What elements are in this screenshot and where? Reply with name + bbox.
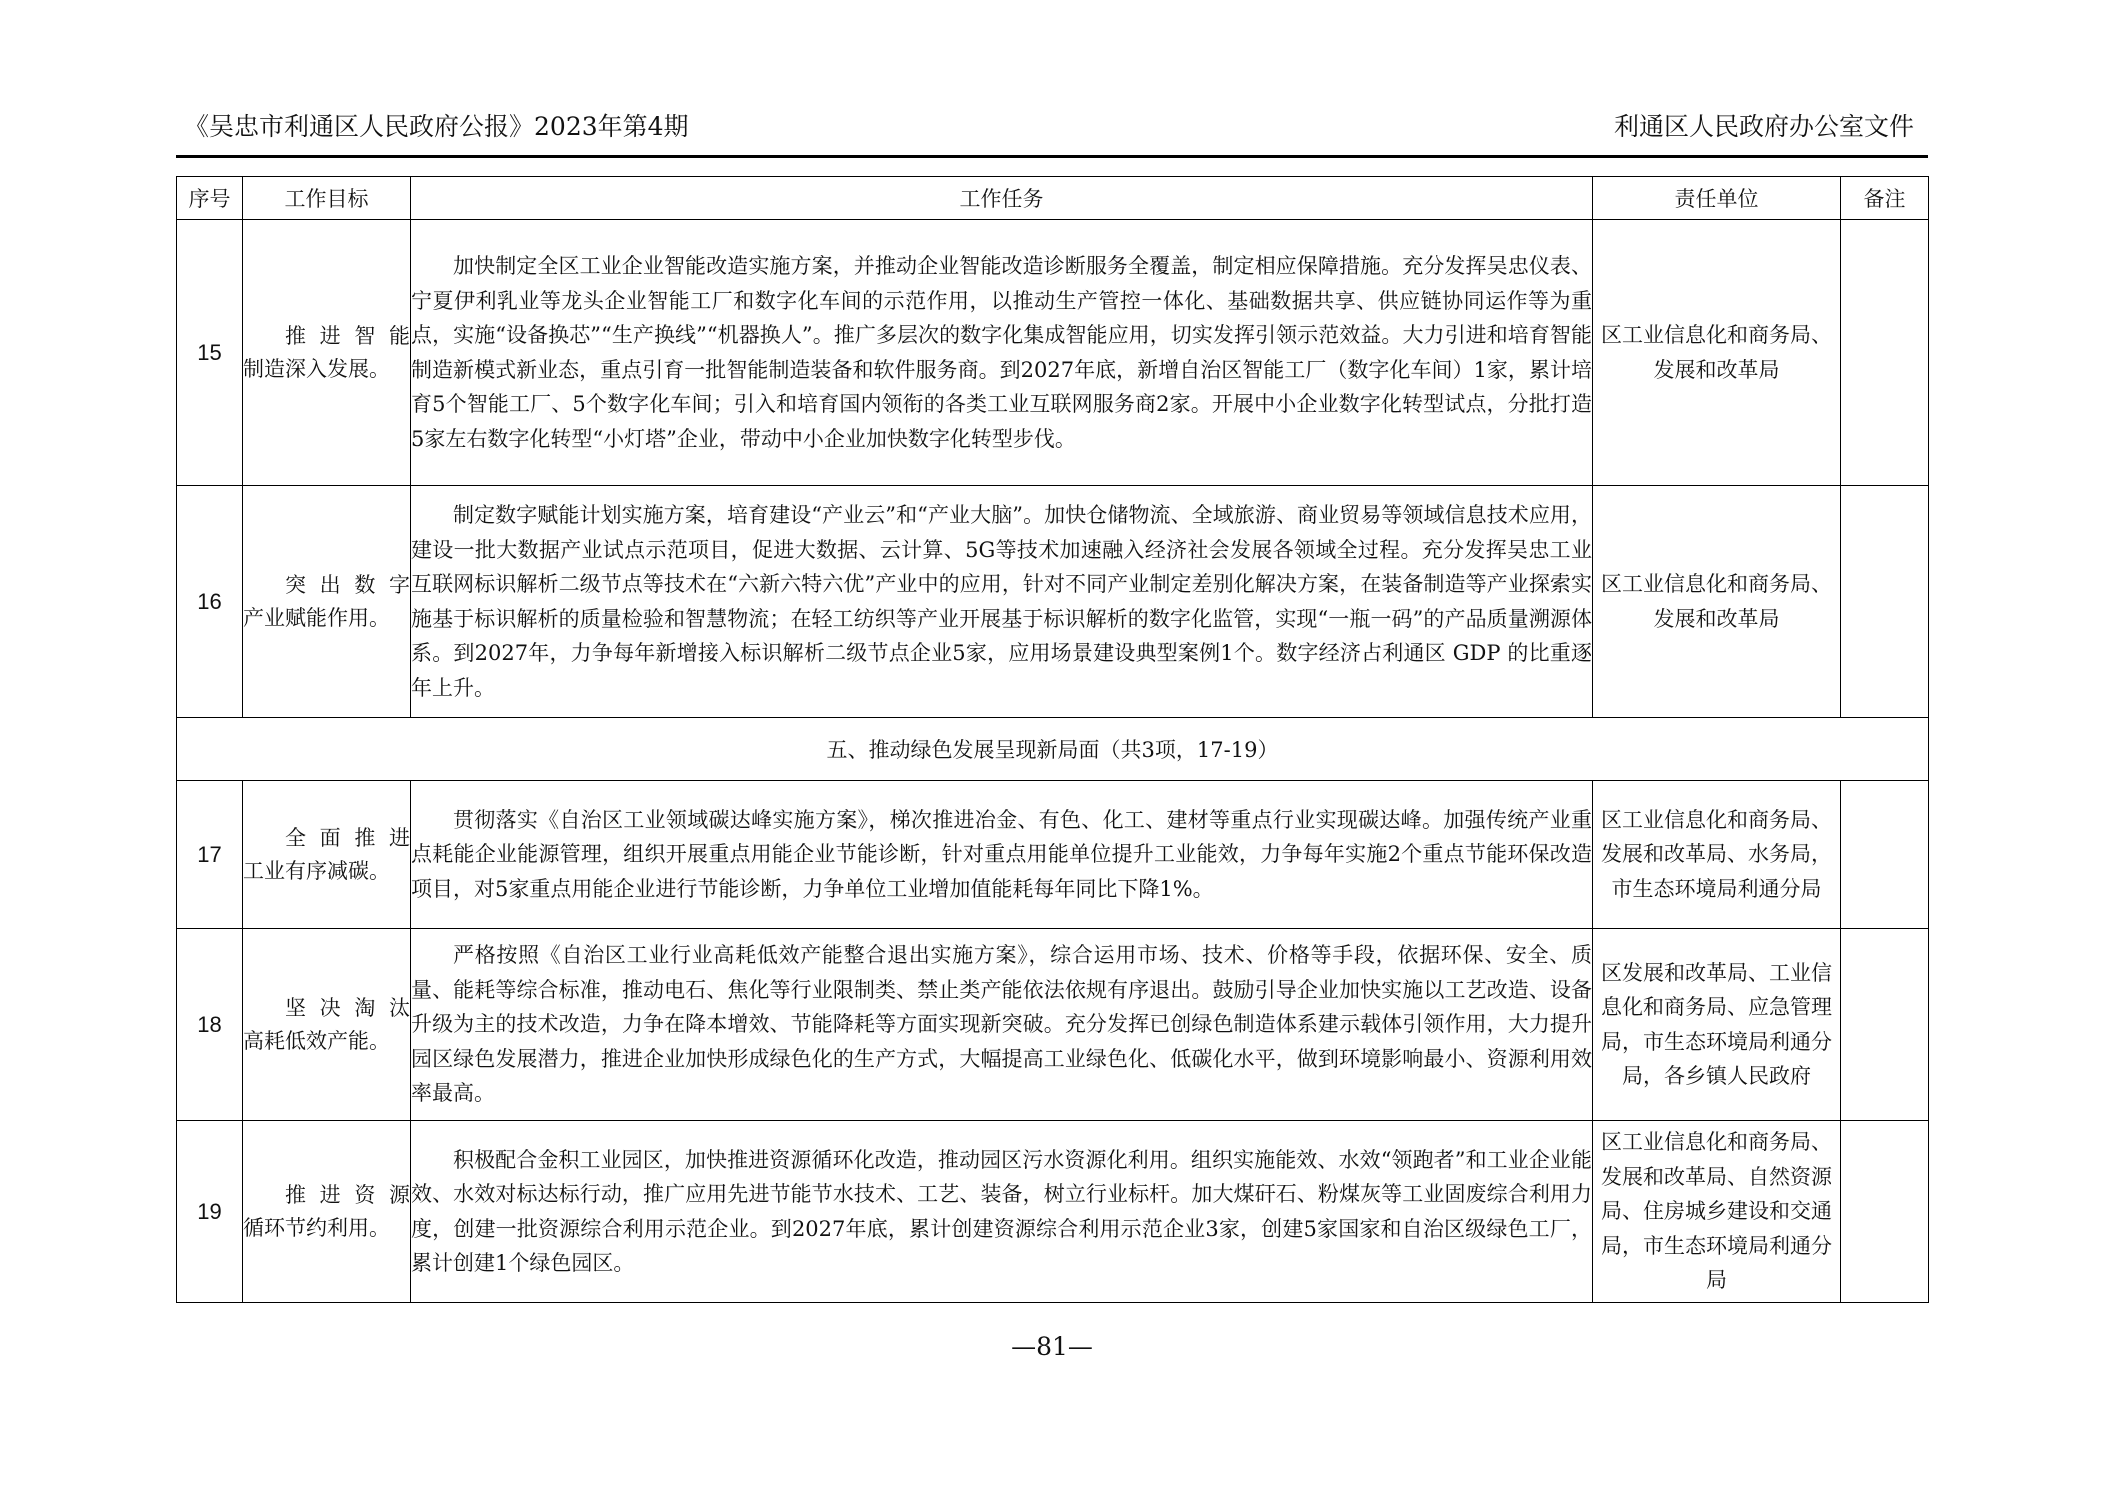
row-task: [411, 1121, 1593, 1303]
row-task: [411, 929, 1593, 1121]
row-goal-line1: 全面推进: [285, 825, 410, 850]
col-header-no: 序号: [177, 177, 243, 220]
table-row: [177, 929, 1929, 1121]
row-goal: [243, 220, 411, 486]
row-note: [1841, 781, 1929, 929]
row-goal-line2: 循环节约利用。: [243, 1215, 390, 1240]
bulletin-title: 《吴忠市利通区人民政府公报》2023年第4期: [184, 112, 689, 141]
col-header-note: 备注: [1841, 177, 1929, 220]
row-goal: [243, 781, 411, 929]
table-row: [177, 220, 1929, 486]
row-note: [1841, 220, 1929, 486]
section-heading: 五、推动绿色发展呈现新局面（共3项，17-19）: [177, 718, 1929, 781]
table-row: [177, 1121, 1929, 1303]
row-note: [1841, 486, 1929, 718]
row-goal: [243, 929, 411, 1121]
row-goal-line1: 突出数字: [285, 572, 410, 597]
table-row: [177, 781, 1929, 929]
section-row: [177, 718, 1929, 781]
row-goal-line2: 产业赋能作用。: [243, 605, 390, 630]
task-table: [176, 176, 1929, 1303]
row-number: 16: [177, 486, 243, 718]
row-task: [411, 220, 1593, 486]
page-number: —81—: [1011, 1332, 1093, 1361]
row-unit: 区发展和改革局、工业信息化和商务局、应急管理局，市生态环境局利通分局，各乡镇人民政府: [1593, 929, 1841, 1121]
row-unit: 区工业信息化和商务局、发展和改革局、自然资源局、住房城乡建设和交通局，市生态环境局利通分局: [1593, 1121, 1841, 1303]
row-number: 17: [177, 781, 243, 929]
row-goal: [243, 1121, 411, 1303]
row-task-text: 贯彻落实《自治区工业领域碳达峰实施方案》，梯次推进冶金、有色、化工、建材等重点行业实现碳达峰。加强传统产业重点耗能企业能源管理，组织开展重点用能企业节能诊断，针对重点用能单位提升工业能效，力争每年实施2个重点节能环保改造项目，对5家重点用能企业进行节能诊断，力争单位工业增加值能耗每年同比下降1%。: [411, 807, 1592, 901]
row-task-text: 制定数字赋能计划实施方案，培育建设“产业云”和“产业大脑”。加快仓储物流、全域旅游、商业贸易等领域信息技术应用，建设一批大数据产业试点示范项目，促进大数据、云计算、5G等技术加速融入经济社会发展各领域全过程。充分发挥吴忠工业互联网标识解析二级节点等技术在“六新六特六优”产业中的应用，针对不同产业制定差别化解决方案，在装备制造等产业探索实施基于标识解析的质量检验和智慧物流；在轻工纺织等产业开展基于标识解析的数字化监管，实现“一瓶一码”的产品质量溯源体系。到2027年，力争每年新增接入标识解析二级节点企业5家，应用场景建设典型案例1个。数字经济占利通区 GDP 的比重逐年上升。: [411, 503, 1592, 700]
table-row: [177, 486, 1929, 718]
row-note: [1841, 929, 1929, 1121]
row-number: 19: [177, 1121, 243, 1303]
row-task: [411, 486, 1593, 718]
row-goal-line2: 工业有序减碳。: [243, 858, 390, 883]
row-unit: 区工业信息化和商务局、发展和改革局: [1593, 486, 1841, 718]
row-number: 15: [177, 220, 243, 486]
col-header-unit: 责任单位: [1593, 177, 1841, 220]
row-goal-line1: 坚决淘汰: [285, 995, 410, 1020]
col-header-goal: 工作目标: [243, 177, 411, 220]
header-divider: [176, 155, 1928, 158]
row-goal-line2: 高耗低效产能。: [243, 1028, 390, 1053]
row-task-text: 严格按照《自治区工业行业高耗低效产能整合退出实施方案》，综合运用市场、技术、价格等手段，依据环保、安全、质量、能耗等综合标准，推动电石、焦化等行业限制类、禁止类产能依法依规有序退出。鼓励引导企业加快实施以工艺改造、设备升级为主的技术改造，力争在降本增效、节能降耗等方面实现新突破。充分发挥已创绿色制造体系建示载体引领作用，大力提升园区绿色发展潜力，推进企业加快形成绿色化的生产方式，大幅提高工业绿色化、低碳化水平，做到环境影响最小、资源利用效率最高。: [411, 943, 1592, 1106]
col-header-task: 工作任务: [411, 177, 1593, 220]
row-unit: 区工业信息化和商务局、发展和改革局、水务局，市生态环境局利通分局: [1593, 781, 1841, 929]
row-task-text: 加快制定全区工业企业智能改造实施方案，并推动企业智能改造诊断服务全覆盖，制定相应保障措施。充分发挥吴忠仪表、宁夏伊利乳业等龙头企业智能工厂和数字化车间的示范作用，以推动生产管控一体化、基础数据共享、供应链协同运作等为重点，实施“设备换芯”“生产换线”“机器换人”。推广多层次的数字化集成智能应用，切实发挥引领示范效益。大力引进和培育智能制造新模式新业态，重点引育一批智能制造装备和软件服务商。到2027年底，新增自治区智能工厂（数字化车间）1家，累计培育5个智能工厂、5个数字化车间；引入和培育国内领衔的各类工业互联网服务商2家。开展中小企业数字化转型试点，分批打造5家左右数字化转型“小灯塔”企业，带动中小企业加快数字化转型步伐。: [411, 254, 1592, 451]
row-task-text: 积极配合金积工业园区，加快推进资源循环化改造，推动园区污水资源化利用。组织实施能效、水效“领跑者”和工业企业能效、水效对标达标行动，推广应用先进节能节水技术、工艺、装备，树立行业标杆。加大煤矸石、粉煤灰等工业固废综合利用力度，创建一批资源综合利用示范企业。到2027年底，累计创建资源综合利用示范企业3家，创建5家国家和自治区级绿色工厂，累计创建1个绿色园区。: [411, 1147, 1592, 1275]
row-goal-line1: 推进资源: [285, 1182, 410, 1207]
row-task: [411, 781, 1593, 929]
row-unit: 区工业信息化和商务局、发展和改革局: [1593, 220, 1841, 486]
issuer-title: 利通区人民政府办公室文件: [1613, 112, 1914, 141]
row-note: [1841, 1121, 1929, 1303]
table-header-row: [177, 177, 1929, 220]
row-goal-line2: 制造深入发展。: [243, 356, 390, 381]
row-goal: [243, 486, 411, 718]
row-goal-line1: 推进智能: [285, 323, 410, 348]
row-number: 18: [177, 929, 243, 1121]
